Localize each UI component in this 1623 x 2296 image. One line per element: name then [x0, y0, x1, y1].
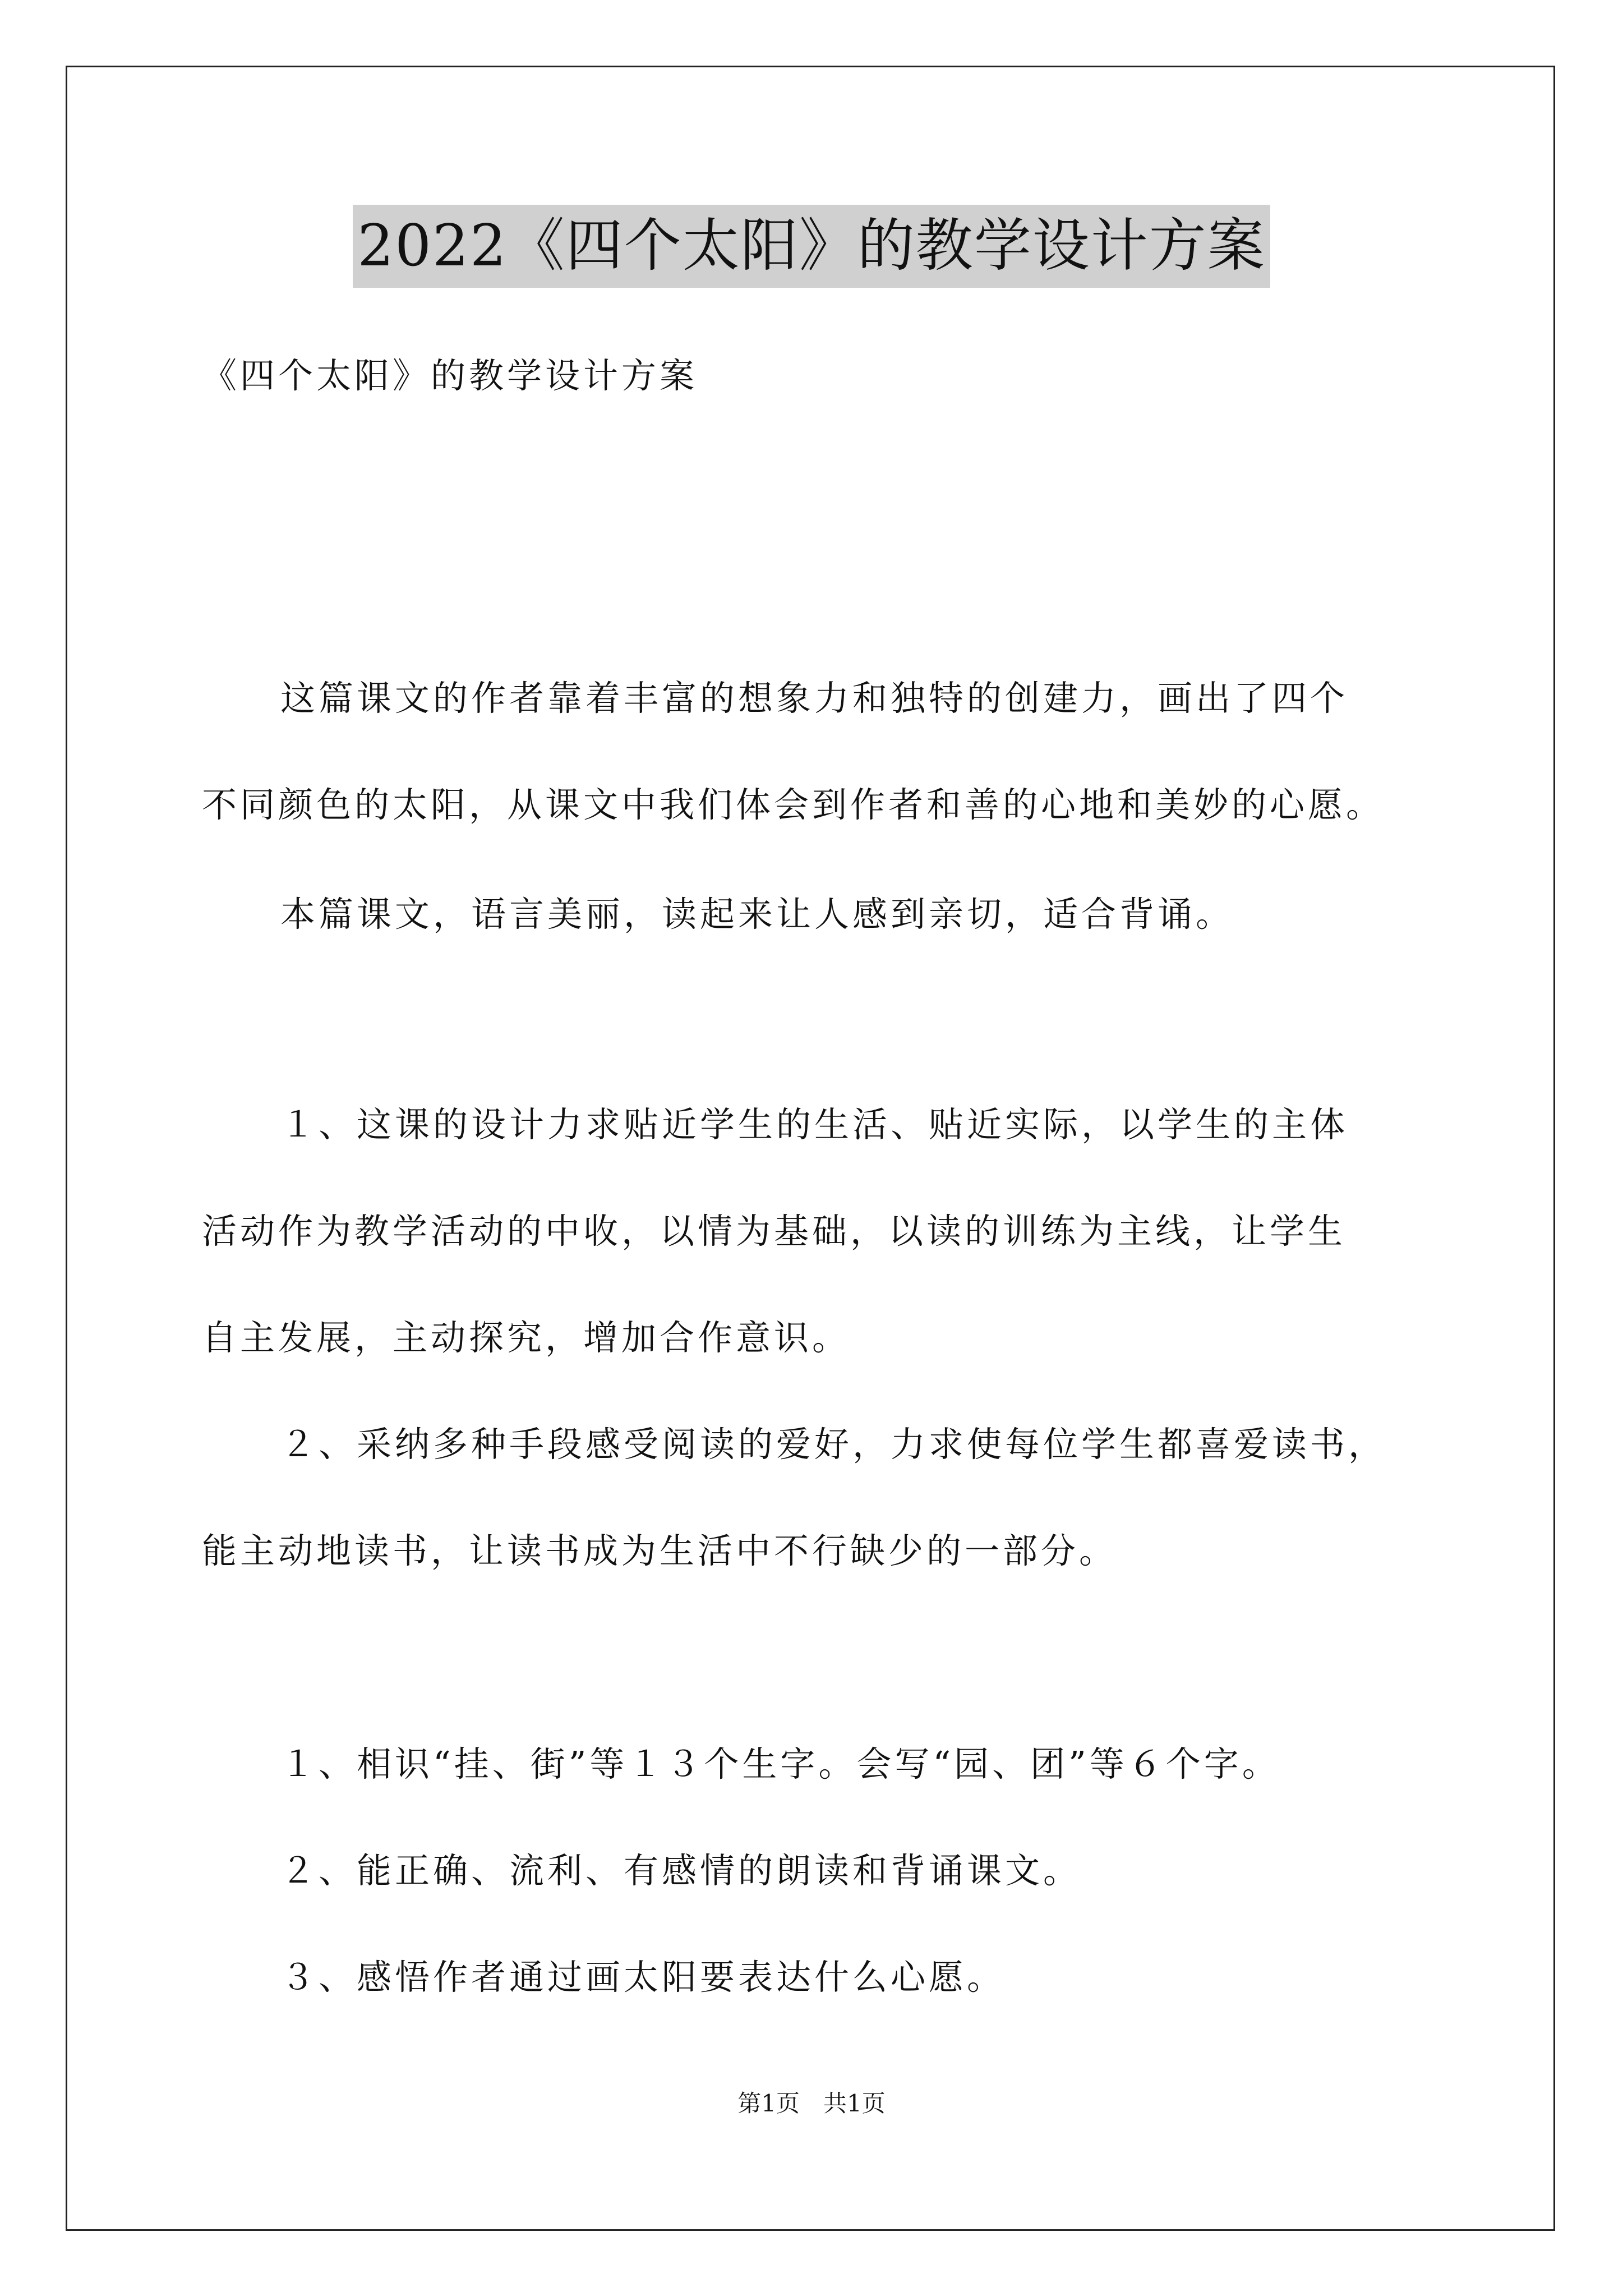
paragraph-line: ２、能正确、流利、有感情的朗读和背诵课文。 — [280, 1850, 1082, 1891]
paragraph-line: ３、感悟作者通过画太阳要表达什么心愿。 — [280, 1957, 1006, 1998]
document-title-wrap — [0, 205, 1623, 288]
paragraph-line: 自主发展，主动探究，增加合作意识。 — [202, 1317, 851, 1358]
paragraph-line: 能主动地读书，让读书成为生活中不行缺少的一部分。 — [202, 1530, 1118, 1571]
paragraph-line: 本篇课文，语言美丽，读起来让人感到亲切，适合背诵。 — [280, 894, 1234, 935]
paragraph-line: 不同颜色的太阳，从课文中我们体会到作者和善的心地和美妙的心愿。 — [202, 784, 1385, 825]
page-footer: 第1页 共1页 — [737, 2090, 886, 2117]
paragraph-line: ２、采纳多种手段感受阅读的爱好，力求使每位学生都喜爱读书， — [280, 1424, 1387, 1465]
paragraph-line: １、这课的设计力求贴近学生的生活、贴近实际，以学生的主体 — [280, 1104, 1349, 1145]
paragraph-line: 活动作为教学活动的中收，以情为基础，以读的训练为主线，让学生 — [202, 1211, 1347, 1251]
paragraph-line: 这篇课文的作者靠着丰富的想象力和独特的创建力，画出了四个 — [280, 678, 1349, 719]
document-title: 2022《四个太阳》的教学设计方案 — [353, 205, 1270, 288]
document-subtitle: 《四个太阳》的教学设计方案 — [202, 355, 698, 396]
paragraph-line: １、相识“挂、街”等１３个生字。会写“园、团”等６个字。 — [280, 1743, 1280, 1784]
